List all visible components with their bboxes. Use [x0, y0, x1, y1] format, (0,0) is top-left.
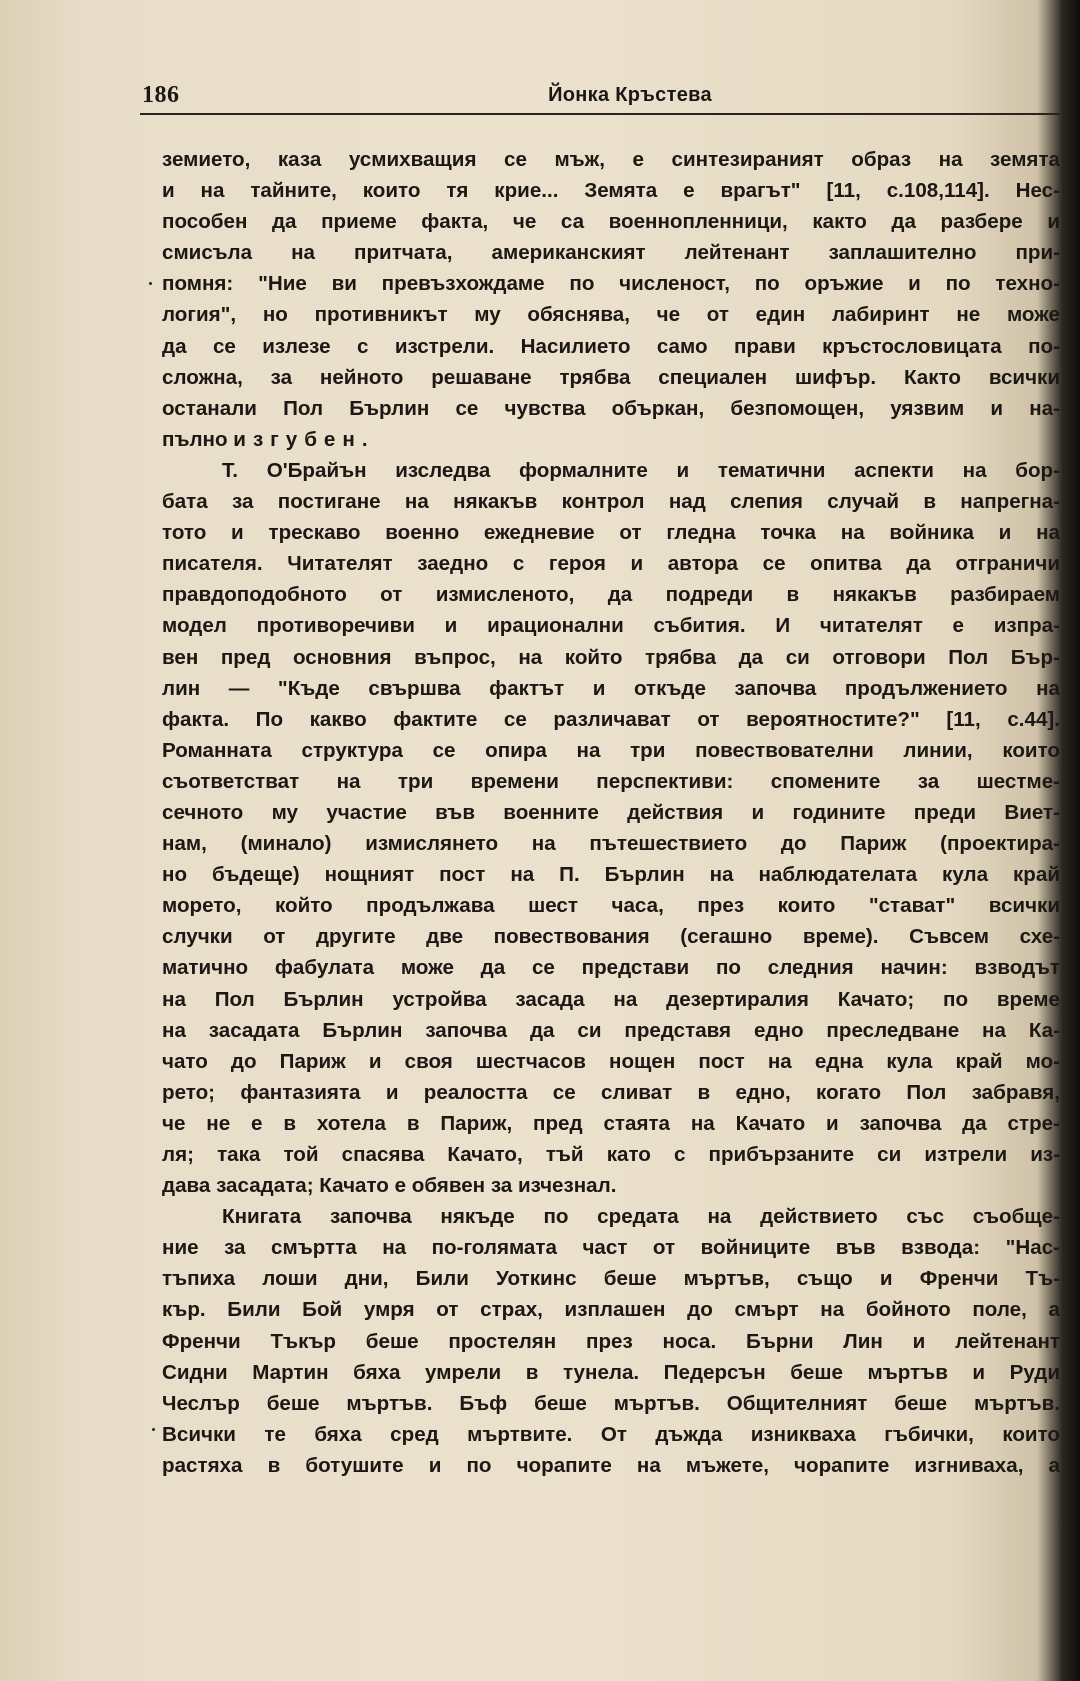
- text-line: че не е в хотела в Париж, пред стаята на Качато и започва да стре-: [162, 1111, 1060, 1135]
- text-line: растяха в ботушите и по чорапите на мъжете, чорапите изгниваха, а: [162, 1453, 1060, 1477]
- text-line: Всички те бяха сред мъртвите. От дъжда изникваха гъбички, които: [162, 1422, 1060, 1446]
- running-head: [140, 78, 1058, 114]
- paragraph-3: [162, 1201, 1060, 1481]
- running-title: Йонка Кръстева: [548, 84, 712, 106]
- margin-speck: [149, 282, 152, 285]
- text-line-final: [162, 424, 1060, 455]
- paragraph-1: [162, 144, 1060, 455]
- text-line: факта. По какво фактите се различават от вероятностите?" [11, с.44].: [162, 707, 1060, 731]
- text-line: да се излезе с изстрели. Насилието само прави кръстословицата по-: [162, 334, 1060, 358]
- text-line: сложна, за нейното решаване трябва специален шифър. Както всички: [162, 365, 1060, 389]
- text-line: сечното му участие във военните действия и годините преди Виет-: [162, 800, 1060, 824]
- text-line: нам, (минало) измислянето на пътешествието до Париж (проектира-: [162, 832, 1060, 856]
- text-line: случки от другите две повествования (сегашно време). Съвсем схе-: [162, 925, 1060, 949]
- text-fragment: пълно: [162, 427, 234, 451]
- emphasized-word: изгубен.: [233, 427, 375, 451]
- text-line: правдоподобното от измисленото, да подреди в някакъв разбираем: [162, 583, 1060, 607]
- text-line: лин — "Къде свършва фактът и откъде започва продължението на: [162, 676, 1060, 700]
- text-line: помня: "Ние ви превъзхождаме по численост, по оръжие и по техно-: [162, 272, 1060, 296]
- text-line: ние за смъртта на по-голямата част от войниците във взвода: "Нас-: [162, 1236, 1060, 1260]
- text-line: матично фабулата може да се представи по следния начин: взводът: [162, 956, 1060, 980]
- text-line: логия", но противникът му обяснява, че от един лабиринт не може: [162, 303, 1060, 327]
- text-line: на Пол Бърлин устройва засада на дезертиралия Качато; по време: [162, 987, 1060, 1011]
- text-line: бата за постигане на някакъв контрол над слепия случай в напрегна-: [162, 490, 1060, 514]
- body-text: [162, 144, 1060, 1481]
- paragraph-2: [162, 455, 1060, 1201]
- text-line: пособен да приеме факта, че са военнопленници, както да разбере и: [162, 210, 1060, 234]
- text-line: тото и трескаво военно ежедневие от гледна точка на войника и на: [162, 521, 1060, 545]
- text-line: вен пред основния въпрос, на който трябва да си отговори Пол Бър-: [162, 645, 1060, 669]
- text-line: Книгата започва някъде по средата на действието със съобще-: [222, 1205, 1060, 1229]
- text-line: Сидни Мартин бяха умрели в тунела. Педерсън беше мъртъв и Руди: [162, 1360, 1060, 1384]
- text-line: тъпиха лоши дни, Били Уоткинс беше мъртъв, също и Френчи Тъ-: [162, 1267, 1060, 1291]
- text-line: Т. О'Брайън изследва формалните и тематични аспекти на бор-: [222, 458, 1060, 482]
- text-line: Чеслър беше мъртъв. Бъф беше мъртъв. Общителният беше мъртъв.: [162, 1391, 1060, 1415]
- text-line: и на тайните, които тя крие... Земята е врагът" [11, с.108,114]. Нес-: [162, 179, 1060, 203]
- header-rule: [140, 113, 1060, 115]
- text-line: Френчи Тъкър беше простелян през носа. Бърни Лин и лейтенант: [162, 1329, 1060, 1353]
- text-line: писателя. Читателят заедно с героя и автора се опитва да отграничи: [162, 552, 1060, 576]
- margin-speck: [152, 1428, 155, 1431]
- text-line: дава засадата; Качато е обявен за изчезнал.: [162, 1174, 617, 1198]
- page-number: 186: [142, 82, 180, 108]
- text-line: земието, каза усмихващия се мъж, е синтезираният образ на земята: [162, 148, 1060, 171]
- text-line: чато до Париж и своя шестчасов нощен пост на една кула край мо-: [162, 1049, 1060, 1073]
- text-line: ля; така той спасява Качато, тъй като с прибързаните си изтрели из-: [162, 1143, 1060, 1166]
- text-line: морето, който продължава шест часа, през които "стават" всички: [162, 894, 1060, 918]
- text-line: на засадата Бърлин започва да си представя едно преследване на Ка-: [162, 1018, 1060, 1042]
- text-line: кър. Били Бой умря от страх, изплашен до смърт на бойното поле, а: [162, 1298, 1060, 1322]
- text-line: Романната структура се опира на три повествователни линии, които: [162, 738, 1060, 762]
- text-line: съответстват на три времени перспективи: спомените за шестме-: [162, 769, 1060, 793]
- text-line: рето; фантазията и реалостта се сливат в едно, когато Пол забравя,: [162, 1080, 1060, 1104]
- text-line: смисъла на притчата, американският лейтенант заплашително при-: [162, 241, 1060, 265]
- text-line: но бъдеще) нощният пост на П. Бърлин на наблюдателата кула край: [162, 863, 1060, 887]
- text-line: останали Пол Бърлин се чувства объркан, безпомощен, уязвим и на-: [162, 396, 1060, 420]
- text-line: модел противоречиви и ирационални събития. И читателят е изпра-: [162, 614, 1060, 638]
